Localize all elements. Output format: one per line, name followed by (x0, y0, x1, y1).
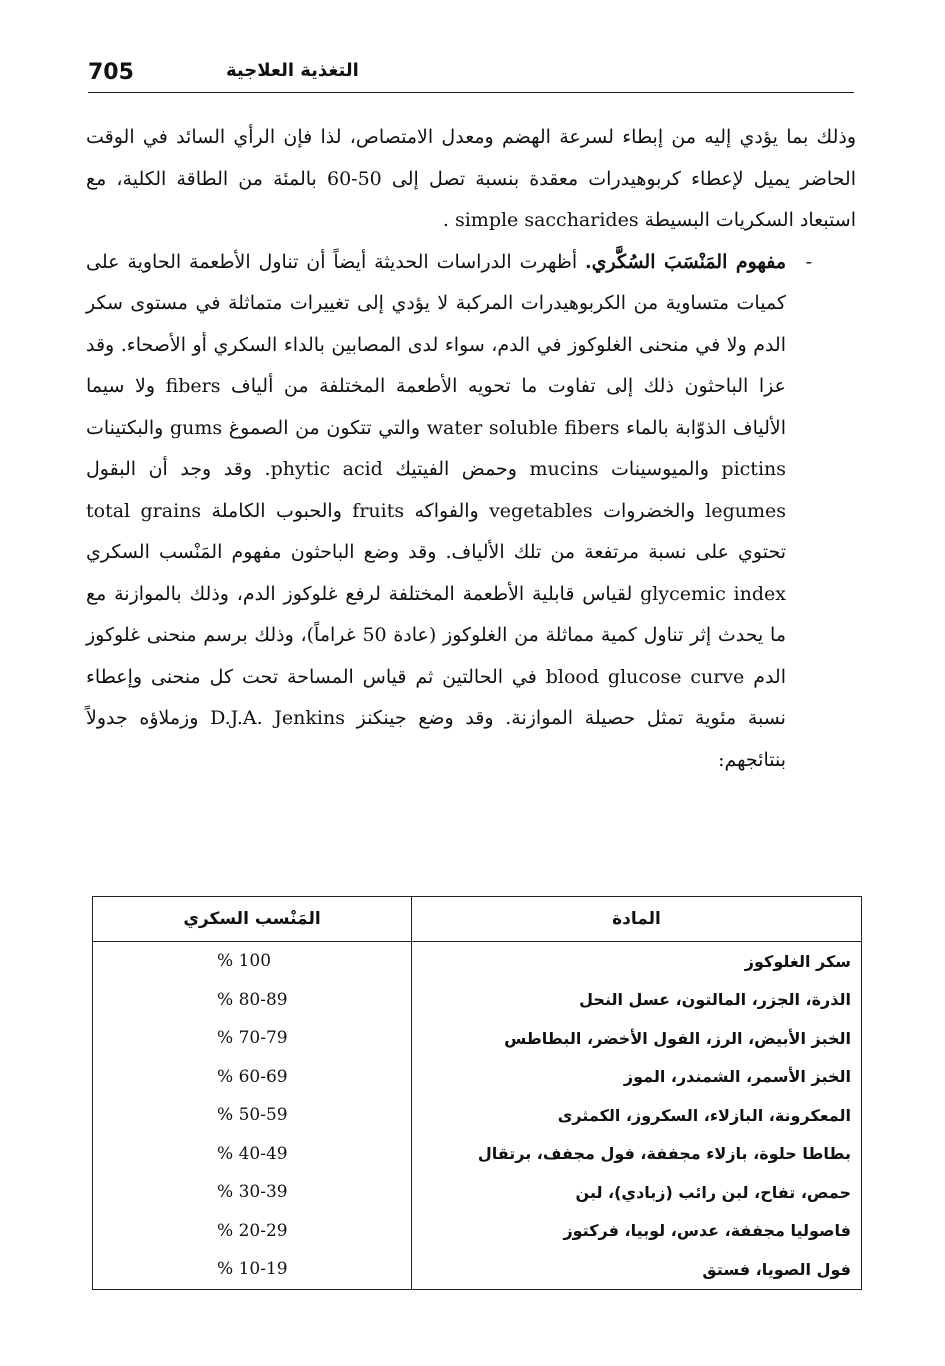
cell-glycemic-index: 20-29 % (93, 1212, 412, 1251)
table-row (93, 1058, 862, 1097)
cell-glycemic-index: 100 % (93, 942, 412, 981)
table-row (93, 981, 862, 1020)
table-row (93, 1019, 862, 1058)
table-row (93, 1250, 862, 1289)
cell-food: حمص، تفاح، لبن رائب (زبادي)، لبن (412, 1173, 862, 1212)
page-header (88, 56, 854, 93)
cell-glycemic-index: 60-69 % (93, 1058, 412, 1097)
table-row (93, 1212, 862, 1251)
body-text (86, 117, 856, 781)
cell-food: الخبز الأبيض، الرز، الفول الأخضر، البطاطس (412, 1019, 862, 1058)
table-header-row (93, 897, 862, 942)
table-row (93, 1173, 862, 1212)
cell-food: الخبز الأسمر، الشمندر، الموز (412, 1058, 862, 1097)
cell-food: سكر الغلوكوز (412, 942, 862, 981)
column-header-food: المادة (412, 897, 862, 942)
cell-glycemic-index: 30-39 % (93, 1173, 412, 1212)
cell-food: المعكرونة، البازلاء، السكروز، الكمثرى (412, 1096, 862, 1135)
page-number: 705 (88, 60, 134, 85)
bullet-dash: - (805, 250, 812, 273)
table-row (93, 1135, 862, 1174)
bullet-glycemic-index (86, 242, 856, 782)
table-row (93, 942, 862, 981)
cell-food: الذرة، الجزر، المالتون، عسل النحل (412, 981, 862, 1020)
cell-glycemic-index: 50-59 % (93, 1096, 412, 1135)
cell-food: بطاطا حلوة، بازلاء مجففة، فول مجفف، برتقال (412, 1135, 862, 1174)
cell-food: فول الصويا، فستق (412, 1250, 862, 1289)
running-title: التغذية العلاجية (226, 60, 359, 81)
cell-glycemic-index: 40-49 % (93, 1135, 412, 1174)
glycemic-index-table (92, 896, 862, 1290)
cell-food: فاصوليا مجففة، عدس، لوبيا، فركتوز (412, 1212, 862, 1251)
cell-glycemic-index: 80-89 % (93, 981, 412, 1020)
paragraph-intro: وذلك بما يؤدي إليه من إبطاء لسرعة الهضم ومعدل الامتصاص، لذا فإن الرأي السائد في الوقت الحاضر يميل لإعطاء كربوهيدرات معقدة بنسبة تصل إلى 50-60 بالمئة من الطاقة الكلية، مع استبعاد السكريات البسيطة simple saccharides . (86, 126, 856, 231)
cell-glycemic-index: 10-19 % (93, 1250, 412, 1289)
table-body (93, 942, 862, 1290)
cell-glycemic-index: 70-79 % (93, 1019, 412, 1058)
bullet-text: أظهرت الدراسات الحديثة أيضاً أن تناول الأطعمة الحاوية على كميات متساوية من الكربوهيدرات المركبة لا يؤدي إلى تغييرات متماثلة في مستوى سكر الدم ولا في منحنى الغلوكوز في الدم، سواء لدى المصابين بالداء السكري أو الأصحاء. وقد عزا الباحثون ذلك إلى تفاوت ما تحويه الأطعمة المختلفة من ألياف fibers ولا سيما الألياف الذوّابة بالماء water soluble fibers والتي تتكون من الصموغ gums والبكتينات pictins والميوسينات mucins وحمض الفيتيك phytic acid. وقد وجد أن البقول legumes والخضروات vegetables والفواكه fruits والحبوب الكاملة total grains تحتوي على نسبة مرتفعة من تلك الألياف. وقد وضع الباحثون مفهوم المَنْسب السكري glycemic index لقياس قابلية الأطعمة المختلفة لرفع غلوكوز الدم، وذلك بالموازنة مع ما يحدث إثر تناول كمية مماثلة من الغلوكوز (عادة 50 غراماً)، وذلك برسم منحنى غلوكوز الدم blood glucose curve في الحالتين ثم قياس المساحة تحت كل منحنى وإعطاء نسبة مئوية تمثل حصيلة الموازنة. وقد وضع جينكنز D.J.A. Jenkins وزملاؤه جدولاً بنتائجهم: (86, 250, 787, 771)
bullet-term: مفهوم المَنْسَبَ السُكَّري. (585, 250, 786, 273)
table-row (93, 1096, 862, 1135)
column-header-gi: المَنْسب السكري (93, 897, 412, 942)
